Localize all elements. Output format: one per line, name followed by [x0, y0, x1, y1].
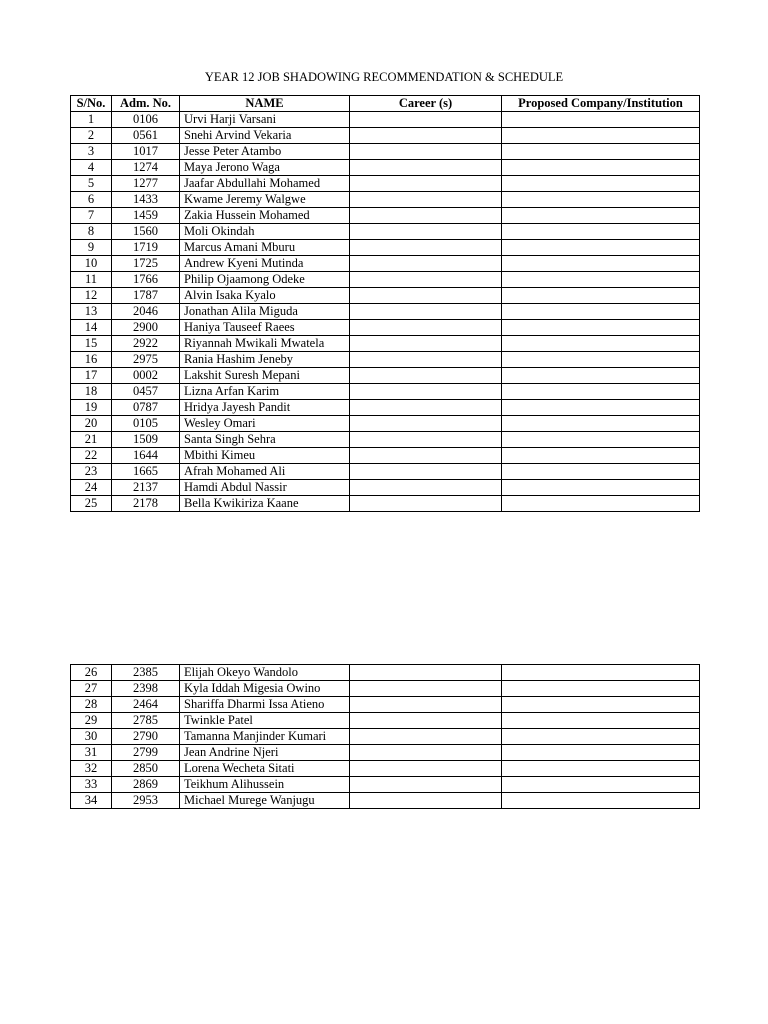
cell-career[interactable] [350, 480, 502, 496]
cell-name: Tamanna Manjinder Kumari [180, 729, 350, 745]
cell-adm-no: 0002 [112, 368, 180, 384]
header-adm-no: Adm. No. [112, 96, 180, 112]
header-name: NAME [180, 96, 350, 112]
table-row [71, 368, 700, 384]
cell-sno: 14 [71, 320, 112, 336]
cell-name: Lizna Arfan Karim [180, 384, 350, 400]
cell-sno: 33 [71, 777, 112, 793]
cell-company[interactable] [502, 496, 700, 512]
table-row [71, 160, 700, 176]
table-row [71, 464, 700, 480]
cell-adm-no: 2790 [112, 729, 180, 745]
cell-career[interactable] [350, 432, 502, 448]
cell-sno: 9 [71, 240, 112, 256]
cell-sno: 28 [71, 697, 112, 713]
cell-adm-no: 2869 [112, 777, 180, 793]
cell-adm-no: 1277 [112, 176, 180, 192]
cell-company[interactable] [502, 240, 700, 256]
cell-name: Jesse Peter Atambo [180, 144, 350, 160]
cell-name: Elijah Okeyo Wandolo [180, 665, 350, 681]
cell-career[interactable] [350, 176, 502, 192]
table-row [71, 480, 700, 496]
cell-company[interactable] [502, 713, 700, 729]
cell-company[interactable] [502, 681, 700, 697]
cell-sno: 17 [71, 368, 112, 384]
table-row [71, 272, 700, 288]
cell-name: Philip Ojaamong Odeke [180, 272, 350, 288]
cell-name: Wesley Omari [180, 416, 350, 432]
cell-adm-no: 0787 [112, 400, 180, 416]
cell-company[interactable] [502, 256, 700, 272]
cell-adm-no: 1644 [112, 448, 180, 464]
cell-career[interactable] [350, 665, 502, 681]
table-row [71, 713, 700, 729]
cell-adm-no: 0105 [112, 416, 180, 432]
cell-career[interactable] [350, 256, 502, 272]
cell-sno: 22 [71, 448, 112, 464]
cell-adm-no: 2975 [112, 352, 180, 368]
cell-career[interactable] [350, 224, 502, 240]
cell-career[interactable] [350, 464, 502, 480]
cell-company[interactable] [502, 416, 700, 432]
cell-sno: 20 [71, 416, 112, 432]
cell-company[interactable] [502, 320, 700, 336]
cell-company[interactable] [502, 697, 700, 713]
table-row [71, 416, 700, 432]
cell-sno: 13 [71, 304, 112, 320]
cell-company[interactable] [502, 128, 700, 144]
cell-name: Moli Okindah [180, 224, 350, 240]
cell-career[interactable] [350, 697, 502, 713]
cell-name: Alvin Isaka Kyalo [180, 288, 350, 304]
cell-career[interactable] [350, 112, 502, 128]
cell-name: Mbithi Kimeu [180, 448, 350, 464]
cell-sno: 8 [71, 224, 112, 240]
cell-company[interactable] [502, 192, 700, 208]
cell-adm-no: 2398 [112, 681, 180, 697]
table-row [71, 304, 700, 320]
cell-company[interactable] [502, 304, 700, 320]
cell-name: Andrew Kyeni Mutinda [180, 256, 350, 272]
cell-career[interactable] [350, 208, 502, 224]
cell-sno: 30 [71, 729, 112, 745]
table-row [71, 496, 700, 512]
cell-adm-no: 1725 [112, 256, 180, 272]
cell-name: Riyannah Mwikali Mwatela [180, 336, 350, 352]
table-row [71, 665, 700, 681]
cell-sno: 29 [71, 713, 112, 729]
table-row [71, 793, 700, 809]
cell-sno: 18 [71, 384, 112, 400]
cell-career[interactable] [350, 400, 502, 416]
table-row [71, 384, 700, 400]
cell-name: Jonathan Alila Miguda [180, 304, 350, 320]
table-row [71, 745, 700, 761]
table-row [71, 176, 700, 192]
cell-name: Michael Murege Wanjugu [180, 793, 350, 809]
cell-sno: 23 [71, 464, 112, 480]
cell-career[interactable] [350, 713, 502, 729]
table-row [71, 240, 700, 256]
cell-company[interactable] [502, 352, 700, 368]
cell-adm-no: 2953 [112, 793, 180, 809]
cell-sno: 4 [71, 160, 112, 176]
cell-career[interactable] [350, 448, 502, 464]
table-row [71, 352, 700, 368]
table-row [71, 681, 700, 697]
table-row [71, 192, 700, 208]
cell-company[interactable] [502, 665, 700, 681]
cell-name: Maya Jerono Waga [180, 160, 350, 176]
cell-adm-no: 0561 [112, 128, 180, 144]
cell-career[interactable] [350, 793, 502, 809]
cell-adm-no: 2046 [112, 304, 180, 320]
cell-sno: 19 [71, 400, 112, 416]
cell-sno: 24 [71, 480, 112, 496]
cell-company[interactable] [502, 144, 700, 160]
cell-adm-no: 1509 [112, 432, 180, 448]
cell-name: Lorena Wecheta Sitati [180, 761, 350, 777]
table-row [71, 761, 700, 777]
cell-career[interactable] [350, 192, 502, 208]
cell-career[interactable] [350, 128, 502, 144]
cell-sno: 1 [71, 112, 112, 128]
table-row [71, 320, 700, 336]
cell-sno: 15 [71, 336, 112, 352]
cell-company[interactable] [502, 384, 700, 400]
cell-name: Hridya Jayesh Pandit [180, 400, 350, 416]
cell-sno: 12 [71, 288, 112, 304]
cell-career[interactable] [350, 777, 502, 793]
header-sno: S/No. [71, 96, 112, 112]
cell-company[interactable] [502, 464, 700, 480]
cell-sno: 25 [71, 496, 112, 512]
cell-name: Kyla Iddah Migesia Owino [180, 681, 350, 697]
cell-adm-no: 1459 [112, 208, 180, 224]
cell-company[interactable] [502, 208, 700, 224]
cell-company[interactable] [502, 368, 700, 384]
cell-company[interactable] [502, 480, 700, 496]
table-row [71, 224, 700, 240]
cell-career[interactable] [350, 240, 502, 256]
cell-name: Bella Kwikiriza Kaane [180, 496, 350, 512]
cell-company[interactable] [502, 745, 700, 761]
cell-career[interactable] [350, 272, 502, 288]
table-row [71, 112, 700, 128]
cell-company[interactable] [502, 448, 700, 464]
cell-career[interactable] [350, 144, 502, 160]
cell-adm-no: 2137 [112, 480, 180, 496]
cell-name: Teikhum Alihussein [180, 777, 350, 793]
cell-sno: 10 [71, 256, 112, 272]
cell-company[interactable] [502, 272, 700, 288]
cell-name: Marcus Amani Mburu [180, 240, 350, 256]
cell-sno: 3 [71, 144, 112, 160]
cell-career[interactable] [350, 681, 502, 697]
cell-name: Jean Andrine Njeri [180, 745, 350, 761]
table-row [71, 400, 700, 416]
cell-company[interactable] [502, 176, 700, 192]
cell-adm-no: 1719 [112, 240, 180, 256]
cell-career[interactable] [350, 761, 502, 777]
cell-sno: 7 [71, 208, 112, 224]
cell-sno: 26 [71, 665, 112, 681]
cell-name: Hamdi Abdul Nassir [180, 480, 350, 496]
cell-company[interactable] [502, 729, 700, 745]
cell-name: Snehi Arvind Vekaria [180, 128, 350, 144]
cell-career[interactable] [350, 496, 502, 512]
cell-career[interactable] [350, 160, 502, 176]
table-row [71, 432, 700, 448]
table-header-row [71, 96, 700, 112]
cell-adm-no: 2900 [112, 320, 180, 336]
cell-adm-no: 1766 [112, 272, 180, 288]
schedule-table [70, 95, 700, 512]
cell-sno: 34 [71, 793, 112, 809]
cell-adm-no: 1433 [112, 192, 180, 208]
cell-name: Zakia Hussein Mohamed [180, 208, 350, 224]
cell-sno: 21 [71, 432, 112, 448]
cell-career[interactable] [350, 384, 502, 400]
cell-career[interactable] [350, 352, 502, 368]
cell-name: Twinkle Patel [180, 713, 350, 729]
cell-career[interactable] [350, 368, 502, 384]
cell-career[interactable] [350, 304, 502, 320]
cell-sno: 27 [71, 681, 112, 697]
cell-name: Urvi Harji Varsani [180, 112, 350, 128]
cell-company[interactable] [502, 224, 700, 240]
cell-company[interactable] [502, 288, 700, 304]
table-row [71, 288, 700, 304]
cell-adm-no: 2178 [112, 496, 180, 512]
cell-adm-no: 1787 [112, 288, 180, 304]
cell-company[interactable] [502, 777, 700, 793]
cell-adm-no: 1274 [112, 160, 180, 176]
cell-adm-no: 2785 [112, 713, 180, 729]
cell-adm-no: 2385 [112, 665, 180, 681]
cell-adm-no: 1665 [112, 464, 180, 480]
cell-career[interactable] [350, 336, 502, 352]
cell-career[interactable] [350, 745, 502, 761]
cell-name: Jaafar Abdullahi Mohamed [180, 176, 350, 192]
header-career: Career (s) [350, 96, 502, 112]
cell-adm-no: 1017 [112, 144, 180, 160]
cell-sno: 6 [71, 192, 112, 208]
table-row [71, 144, 700, 160]
cell-sno: 32 [71, 761, 112, 777]
cell-name: Kwame Jeremy Walgwe [180, 192, 350, 208]
cell-name: Afrah Mohamed Ali [180, 464, 350, 480]
cell-company[interactable] [502, 761, 700, 777]
cell-name: Santa Singh Sehra [180, 432, 350, 448]
cell-name: Lakshit Suresh Mepani [180, 368, 350, 384]
cell-sno: 2 [71, 128, 112, 144]
cell-name: Haniya Tauseef Raees [180, 320, 350, 336]
cell-name: Shariffa Dharmi Issa Atieno [180, 697, 350, 713]
table-body [71, 112, 700, 512]
cell-company[interactable] [502, 112, 700, 128]
schedule-table-continued [70, 664, 700, 809]
table-row [71, 729, 700, 745]
cell-adm-no: 0457 [112, 384, 180, 400]
cell-adm-no: 2922 [112, 336, 180, 352]
cell-sno: 11 [71, 272, 112, 288]
cell-company[interactable] [502, 160, 700, 176]
table-body-continued [71, 665, 700, 809]
table-row [71, 128, 700, 144]
cell-sno: 5 [71, 176, 112, 192]
cell-adm-no: 2464 [112, 697, 180, 713]
cell-company[interactable] [502, 793, 700, 809]
table-row [71, 256, 700, 272]
cell-sno: 31 [71, 745, 112, 761]
table-row [71, 208, 700, 224]
cell-adm-no: 2850 [112, 761, 180, 777]
table-row [71, 697, 700, 713]
cell-company[interactable] [502, 400, 700, 416]
table-row [71, 777, 700, 793]
cell-adm-no: 1560 [112, 224, 180, 240]
cell-career[interactable] [350, 320, 502, 336]
cell-adm-no: 0106 [112, 112, 180, 128]
cell-career[interactable] [350, 288, 502, 304]
cell-adm-no: 2799 [112, 745, 180, 761]
cell-career[interactable] [350, 729, 502, 745]
header-company: Proposed Company/Institution [502, 96, 700, 112]
document-title: YEAR 12 JOB SHADOWING RECOMMENDATION & SCHEDULE [204, 70, 564, 84]
table-row [71, 336, 700, 352]
cell-career[interactable] [350, 416, 502, 432]
cell-company[interactable] [502, 336, 700, 352]
table-row [71, 448, 700, 464]
cell-sno: 16 [71, 352, 112, 368]
cell-name: Rania Hashim Jeneby [180, 352, 350, 368]
cell-company[interactable] [502, 432, 700, 448]
